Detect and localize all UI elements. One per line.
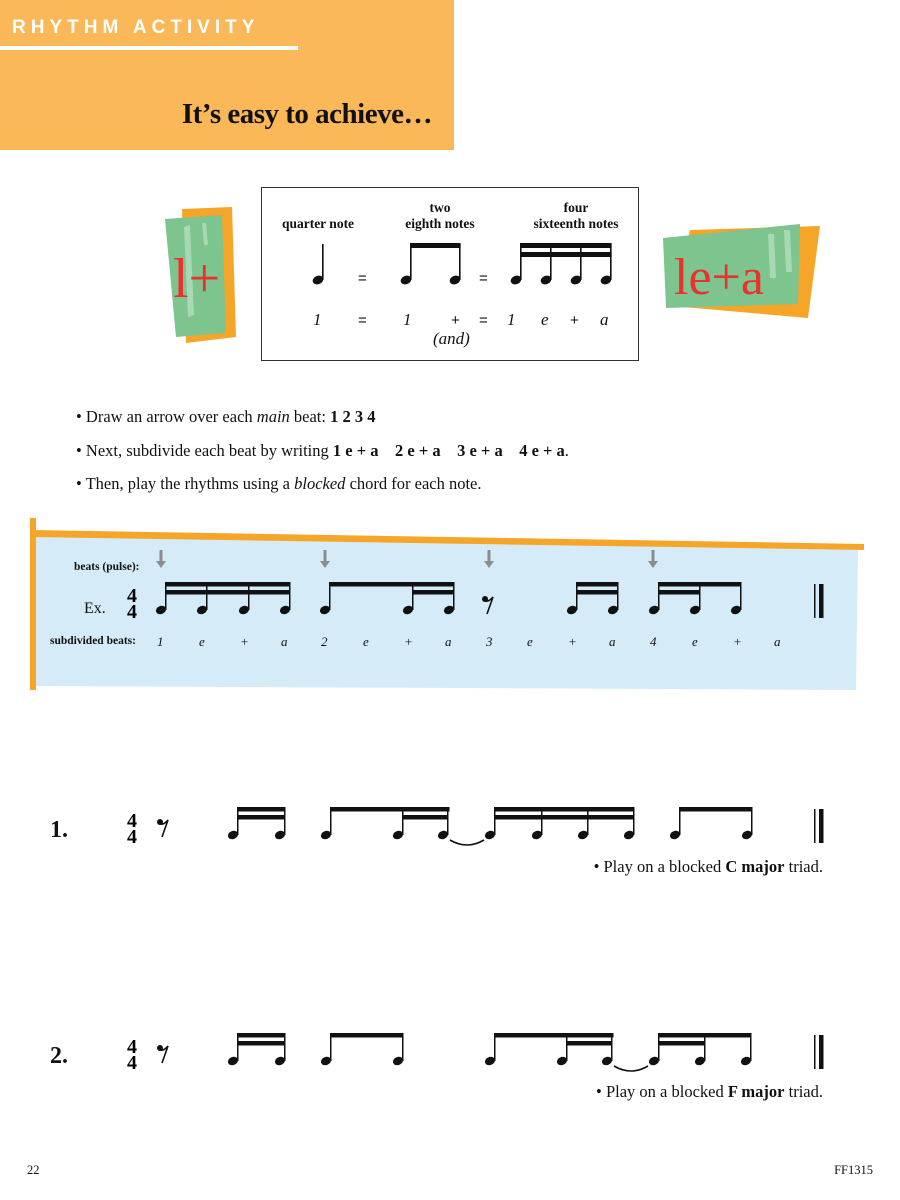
subdivision-count: + — [404, 634, 413, 649]
count-sixteenth-a: a — [600, 310, 609, 329]
equals-sign: = — [358, 312, 367, 329]
instruction-item — [76, 400, 569, 434]
down-arrow-icon — [648, 550, 658, 568]
time-signature-bottom: 4 — [127, 1052, 137, 1074]
sixteenth-note-icon — [227, 1033, 287, 1067]
exercise-instruction-text: triad. — [784, 1082, 823, 1101]
eighth-rest-icon — [157, 819, 168, 837]
final-barline-icon — [814, 809, 824, 843]
subdivision-count: + — [733, 634, 742, 649]
subdivision-count: 4 — [650, 634, 657, 649]
exercise-2-notation — [0, 1021, 900, 1081]
bullet: • — [76, 440, 82, 460]
subdivision-count: 1 — [157, 634, 164, 649]
eighth-note-icon — [319, 582, 456, 616]
time-signature-bottom: 4 — [127, 601, 137, 623]
sign-left — [160, 205, 240, 347]
subdivision-count: e — [199, 634, 205, 649]
sign-left-text: l+ — [173, 248, 221, 310]
beats-label: beats (pulse): — [74, 561, 140, 573]
subdivision-count: 3 — [486, 634, 493, 649]
subdivision-count: e — [692, 634, 698, 649]
sixteenth-notes-heading-line1: four — [563, 200, 589, 215]
sixteenth-notes-heading-line2: sixteenth notes — [533, 216, 619, 231]
eighth-note-icon — [669, 807, 754, 841]
eighth-note-icon — [399, 243, 461, 286]
and-label: (and) — [433, 329, 470, 348]
eighth-notes-heading-line2: eighth notes — [405, 216, 475, 231]
exercise-instruction-text: • Play on a blocked — [596, 1082, 728, 1101]
instruction-emphasis: blocked — [294, 474, 346, 493]
instruction-text: Draw an arrow over each — [81, 407, 257, 426]
sign-right — [660, 220, 824, 320]
instruction-emphasis: main — [256, 407, 290, 426]
quarter-note-icon — [311, 244, 324, 286]
header-block — [0, 0, 454, 150]
subdivision-count: e — [527, 634, 533, 649]
eighth-notes-heading-line1: two — [429, 200, 451, 215]
exercise-instruction — [596, 1082, 823, 1102]
subdivision-count: a — [445, 634, 452, 649]
instructions-list — [76, 400, 569, 501]
eighth-rest-icon — [482, 596, 493, 614]
sixteenth-note-icon — [484, 807, 636, 841]
down-arrow-icon — [156, 550, 166, 568]
instruction-item — [76, 434, 569, 468]
down-arrow-icon — [320, 550, 330, 568]
eighth-note-icon — [484, 1033, 614, 1067]
sixteenth-note-icon — [648, 582, 743, 616]
exercise-1-notation — [0, 795, 900, 855]
final-barline-icon — [814, 584, 824, 618]
instruction-text: Next, subdivide each beat by writing — [81, 440, 333, 460]
subdivision-count: e — [363, 634, 369, 649]
time-signature-bottom: 4 — [127, 826, 137, 848]
count-eighth-1: 1 — [403, 310, 412, 329]
eighth-note-icon — [320, 807, 450, 841]
section-label: RHYTHM ACTIVITY — [12, 17, 260, 38]
down-arrow-icon — [484, 550, 494, 568]
eighth-rest-icon — [157, 1045, 168, 1063]
eighth-note-icon — [320, 1033, 405, 1067]
subdivision-count: + — [240, 634, 249, 649]
instruction-text: chord for each note. — [345, 474, 482, 493]
sixteenth-note-icon — [509, 243, 612, 286]
page-number: 22 — [27, 1163, 40, 1177]
time-signature-top: 4 — [127, 810, 137, 832]
subdivision-count: a — [281, 634, 288, 649]
quarter-note-heading-line2: quarter note — [281, 216, 355, 231]
note-values-box — [261, 187, 639, 361]
exercise-number: 2. — [50, 1043, 68, 1069]
exercise-instruction — [594, 857, 823, 877]
exercise-instruction-text: triad. — [784, 857, 823, 876]
instruction-bold: 1 e + a 2 e + a 3 e + a 4 e + a — [332, 440, 565, 460]
bullet: • — [76, 407, 82, 426]
header-rule — [0, 46, 298, 50]
chord-name: F major — [727, 1082, 785, 1101]
count-sixteenth-1: 1 — [507, 310, 516, 329]
exercise-instruction-text: • Play on a blocked — [593, 857, 726, 876]
time-signature-top: 4 — [127, 585, 137, 607]
subdivision-count: a — [774, 634, 781, 649]
count-sixteenth-plus: + — [570, 312, 579, 329]
subdivided-label: subdivided beats: — [50, 635, 136, 647]
ex-label: Ex. — [84, 600, 106, 617]
product-code: FF1315 — [834, 1163, 873, 1177]
instruction-text: Then, play the rhythms using a — [81, 474, 295, 493]
equals-sign: = — [479, 270, 488, 287]
instruction-text: . — [564, 440, 569, 460]
time-signature-top: 4 — [127, 1036, 137, 1058]
equals-sign: = — [358, 270, 367, 287]
bullet: • — [76, 474, 82, 493]
count-eighth-plus: + — [451, 312, 460, 329]
count-quarter: 1 — [313, 310, 322, 329]
equals-sign: = — [479, 312, 488, 329]
count-sixteenth-e: e — [541, 310, 549, 329]
subdivision-count: a — [609, 634, 616, 649]
instruction-bold: 1 2 3 4 — [330, 407, 376, 426]
sixteenth-note-icon — [648, 1033, 753, 1067]
sixteenth-note-icon — [227, 807, 287, 841]
sixteenth-note-icon — [566, 582, 620, 616]
tie-icon — [450, 840, 484, 845]
instruction-text: beat: — [289, 407, 331, 426]
sixteenth-note-icon — [155, 582, 292, 616]
tie-icon — [614, 1066, 648, 1071]
final-barline-icon — [814, 1035, 824, 1069]
subdivision-count: 2 — [321, 634, 328, 649]
exercise-number: 1. — [50, 817, 68, 843]
subdivision-count: + — [568, 634, 577, 649]
example-notation — [0, 540, 900, 630]
chord-name: C major — [725, 857, 785, 876]
page-title: It’s easy to achieve… — [181, 98, 432, 130]
sign-right-text: le+a — [674, 249, 764, 306]
instruction-item — [76, 467, 569, 501]
